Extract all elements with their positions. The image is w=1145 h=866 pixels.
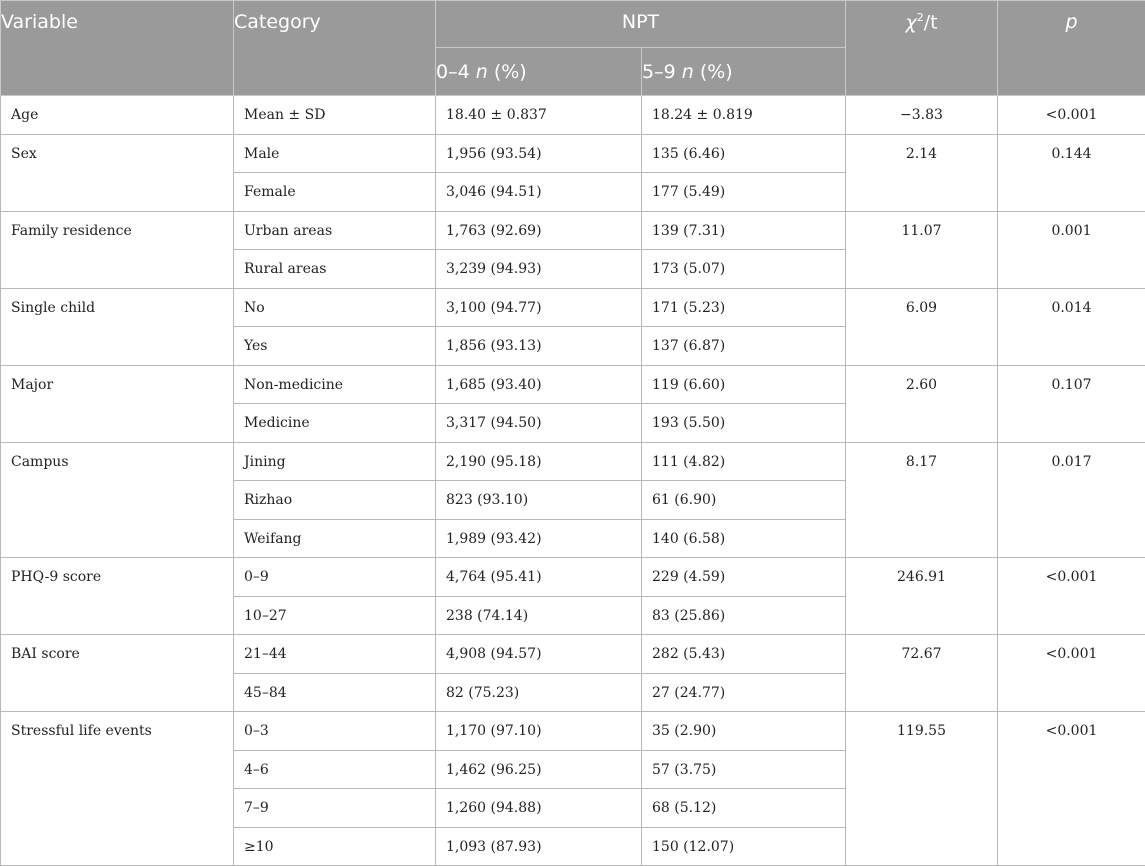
p-value-cell: <0.001	[998, 96, 1145, 135]
variable-cell: Stressful life events	[1, 712, 234, 866]
p-value-cell: <0.001	[998, 635, 1145, 712]
header-group-low	[436, 48, 642, 96]
p-value-cell: <0.001	[998, 558, 1145, 635]
variable-cell: Major	[1, 365, 234, 442]
npt-low-cell: 3,317 (94.50)	[436, 404, 642, 443]
category-cell: Medicine	[234, 404, 436, 443]
variable-cell: Family residence	[1, 211, 234, 288]
category-cell: Rizhao	[234, 481, 436, 520]
group-low-range: 0–4	[436, 61, 470, 83]
category-cell: Weifang	[234, 519, 436, 558]
npt-high-cell: 150 (12.07)	[642, 827, 846, 866]
header-p	[998, 1, 1145, 96]
variable-cell: Age	[1, 96, 234, 135]
table-row	[1, 211, 1145, 250]
category-cell: 45–84	[234, 673, 436, 712]
npt-high-cell: 140 (6.58)	[642, 519, 846, 558]
variable-cell: PHQ-9 score	[1, 558, 234, 635]
category-cell: No	[234, 288, 436, 327]
table-row	[1, 96, 1145, 135]
npt-high-cell: 111 (4.82)	[642, 442, 846, 481]
category-cell: 0–9	[234, 558, 436, 597]
table-row	[1, 712, 1145, 751]
p-value-cell: 0.017	[998, 442, 1145, 558]
chi-suffix: /t	[923, 11, 938, 34]
npt-low-cell: 1,989 (93.42)	[436, 519, 642, 558]
chi-symbol: χ	[905, 11, 917, 34]
statistic-cell: 119.55	[846, 712, 998, 866]
category-cell: Yes	[234, 327, 436, 366]
npt-high-cell: 171 (5.23)	[642, 288, 846, 327]
header-group-high	[642, 48, 846, 96]
statistic-cell: 6.09	[846, 288, 998, 365]
category-cell: Rural areas	[234, 250, 436, 289]
statistic-cell: 72.67	[846, 635, 998, 712]
category-cell: 4–6	[234, 750, 436, 789]
table-row	[1, 635, 1145, 674]
category-cell: Urban areas	[234, 211, 436, 250]
p-value-cell: <0.001	[998, 712, 1145, 866]
npt-low-cell: 18.40 ± 0.837	[436, 96, 642, 135]
npt-high-cell: 68 (5.12)	[642, 789, 846, 828]
header-statistic	[846, 1, 998, 96]
npt-low-cell: 1,856 (93.13)	[436, 327, 642, 366]
npt-low-cell: 823 (93.10)	[436, 481, 642, 520]
npt-high-cell: 193 (5.50)	[642, 404, 846, 443]
npt-high-cell: 35 (2.90)	[642, 712, 846, 751]
category-cell: 10–27	[234, 596, 436, 635]
statistic-cell: 11.07	[846, 211, 998, 288]
npt-high-cell: 177 (5.49)	[642, 173, 846, 212]
category-cell: 7–9	[234, 789, 436, 828]
npt-low-cell: 1,462 (96.25)	[436, 750, 642, 789]
npt-low-cell: 3,239 (94.93)	[436, 250, 642, 289]
table-row	[1, 442, 1145, 481]
table-row	[1, 288, 1145, 327]
npt-high-cell: 137 (6.87)	[642, 327, 846, 366]
pct-label: (%)	[493, 61, 527, 83]
variable-cell: BAI score	[1, 635, 234, 712]
statistic-cell: 8.17	[846, 442, 998, 558]
p-label: p	[1065, 11, 1078, 33]
npt-low-cell: 4,764 (95.41)	[436, 558, 642, 597]
variable-cell: Single child	[1, 288, 234, 365]
npt-low-cell: 82 (75.23)	[436, 673, 642, 712]
npt-low-cell: 1,170 (97.10)	[436, 712, 642, 751]
n-label: n	[475, 61, 488, 83]
p-value-cell: 0.144	[998, 134, 1145, 211]
npt-low-cell: 1,093 (87.93)	[436, 827, 642, 866]
p-value-cell: 0.107	[998, 365, 1145, 442]
npt-high-cell: 27 (24.77)	[642, 673, 846, 712]
header-variable: Variable	[1, 1, 234, 96]
table-row	[1, 365, 1145, 404]
variable-cell: Campus	[1, 442, 234, 558]
statistic-cell: −3.83	[846, 96, 998, 135]
group-high-range: 5–9	[642, 61, 676, 83]
category-cell: Non-medicine	[234, 365, 436, 404]
category-cell: Female	[234, 173, 436, 212]
npt-low-cell: 238 (74.14)	[436, 596, 642, 635]
npt-high-cell: 135 (6.46)	[642, 134, 846, 173]
npt-low-cell: 2,190 (95.18)	[436, 442, 642, 481]
statistic-cell: 246.91	[846, 558, 998, 635]
npt-low-cell: 4,908 (94.57)	[436, 635, 642, 674]
npt-high-cell: 119 (6.60)	[642, 365, 846, 404]
p-value-cell: 0.014	[998, 288, 1145, 365]
category-cell: 21–44	[234, 635, 436, 674]
npt-high-cell: 282 (5.43)	[642, 635, 846, 674]
npt-low-cell: 3,046 (94.51)	[436, 173, 642, 212]
category-cell: ≥10	[234, 827, 436, 866]
table-row	[1, 558, 1145, 597]
npt-high-cell: 18.24 ± 0.819	[642, 96, 846, 135]
table-header	[1, 1, 1145, 96]
npt-low-cell: 1,685 (93.40)	[436, 365, 642, 404]
header-category: Category	[234, 1, 436, 96]
n-label: n	[681, 61, 694, 83]
npt-high-cell: 61 (6.90)	[642, 481, 846, 520]
npt-low-cell: 1,956 (93.54)	[436, 134, 642, 173]
npt-low-cell: 1,260 (94.88)	[436, 789, 642, 828]
chi-superscript: 2	[916, 11, 924, 24]
statistic-cell: 2.14	[846, 134, 998, 211]
npt-low-cell: 3,100 (94.77)	[436, 288, 642, 327]
pct-label: (%)	[699, 61, 733, 83]
category-cell: 0–3	[234, 712, 436, 751]
npt-high-cell: 83 (25.86)	[642, 596, 846, 635]
npt-low-cell: 1,763 (92.69)	[436, 211, 642, 250]
table-body	[1, 96, 1145, 866]
npt-high-cell: 139 (7.31)	[642, 211, 846, 250]
category-cell: Male	[234, 134, 436, 173]
header-npt: NPT	[436, 1, 846, 48]
p-value-cell: 0.001	[998, 211, 1145, 288]
npt-high-cell: 229 (4.59)	[642, 558, 846, 597]
category-cell: Mean ± SD	[234, 96, 436, 135]
variable-cell: Sex	[1, 134, 234, 211]
npt-high-cell: 173 (5.07)	[642, 250, 846, 289]
category-cell: Jining	[234, 442, 436, 481]
table-row	[1, 134, 1145, 173]
npt-high-cell: 57 (3.75)	[642, 750, 846, 789]
statistic-cell: 2.60	[846, 365, 998, 442]
